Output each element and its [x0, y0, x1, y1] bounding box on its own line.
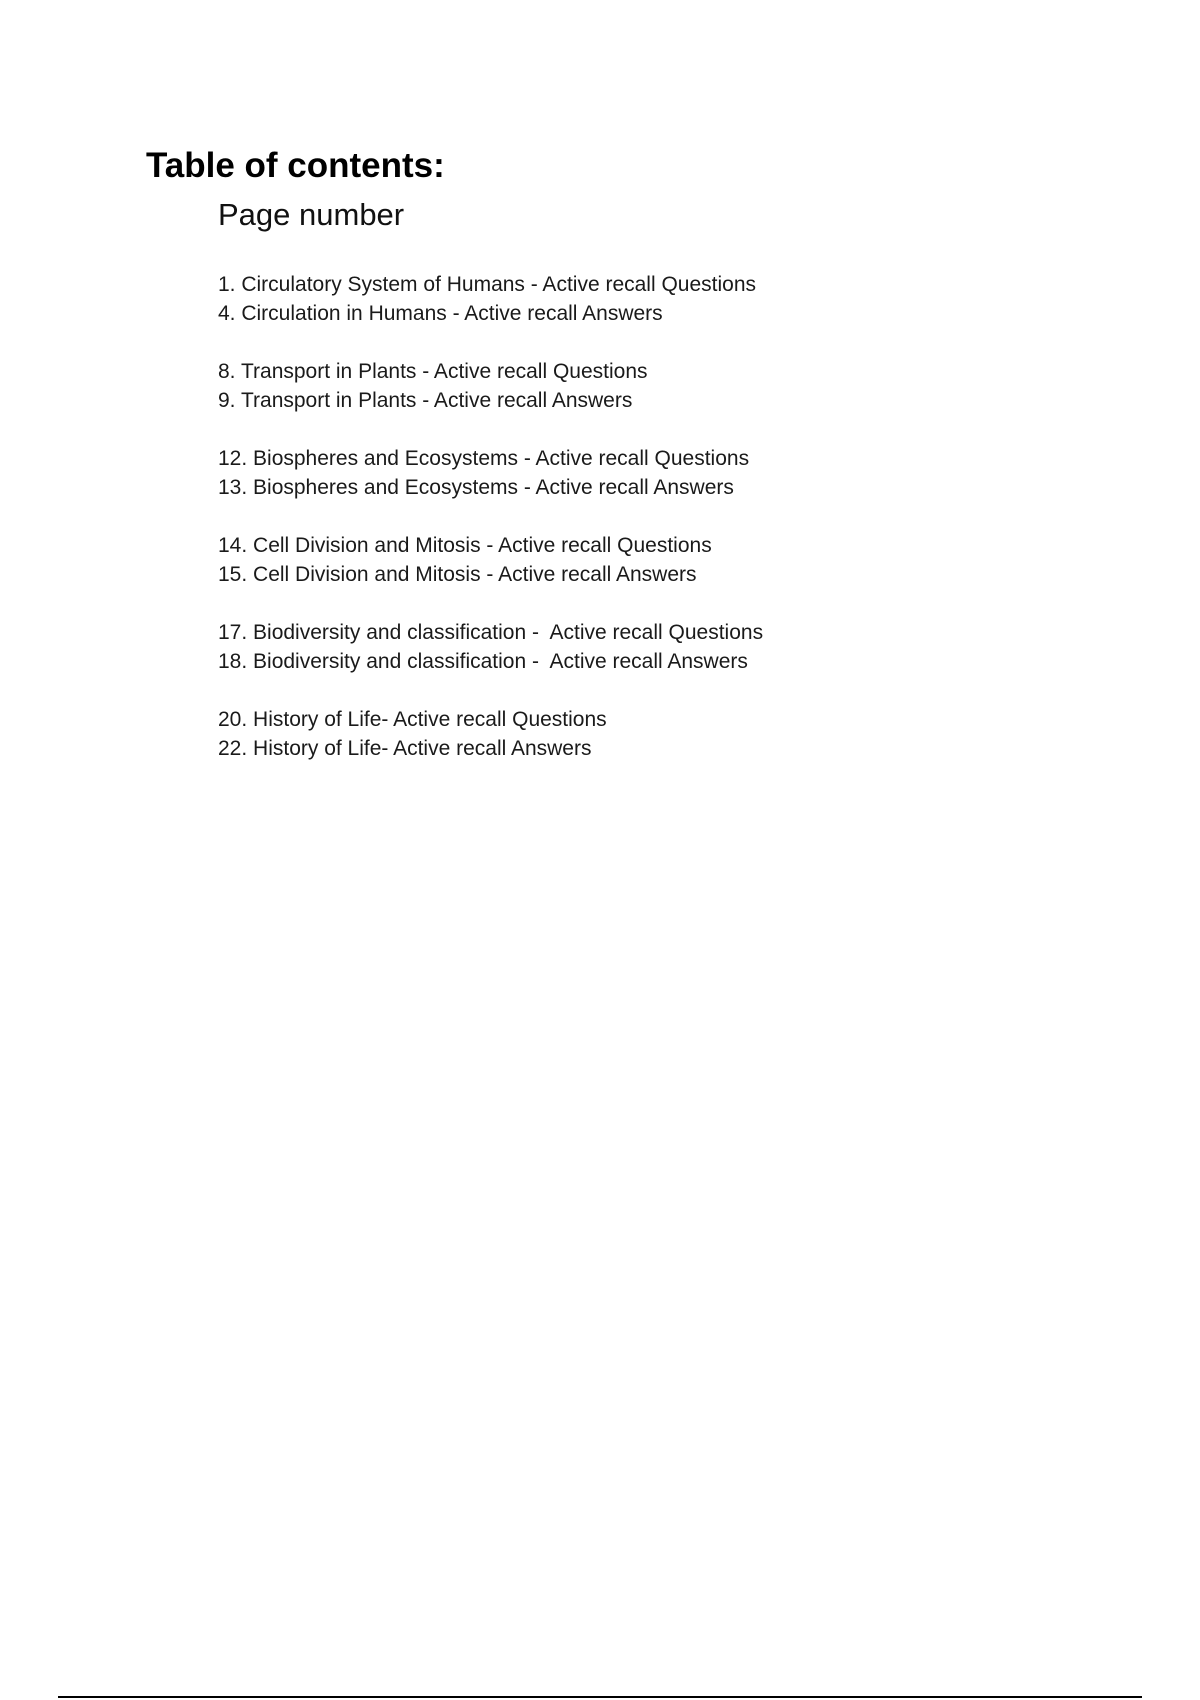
- toc-group-history-of-life: [218, 705, 763, 763]
- toc-entry: 1. Circulatory System of Humans - Active recall Questions: [218, 273, 757, 296]
- toc-entry: 18. Biodiversity and classification - Active recall Answers: [218, 650, 748, 673]
- toc-group-biodiversity: [218, 618, 763, 676]
- toc-entry: 14. Cell Division and Mitosis - Active recall Questions: [218, 534, 712, 557]
- toc-title: Table of contents:: [146, 146, 445, 185]
- toc-entry: 22. History of Life- Active recall Answers: [218, 737, 592, 760]
- toc-group-cell-division: [218, 531, 763, 589]
- toc-entry: 17. Biodiversity and classification - Active recall Questions: [218, 621, 764, 644]
- toc-entry: 15. Cell Division and Mitosis - Active recall Answers: [218, 563, 697, 586]
- footer-divider: [58, 1696, 1142, 1698]
- toc-entry: 8. Transport in Plants - Active recall Questions: [218, 360, 648, 383]
- toc-group-transport-in-plants: [218, 357, 763, 415]
- toc-entry: 13. Biospheres and Ecosystems - Active recall Answers: [218, 476, 734, 499]
- toc-entry: 20. History of Life- Active recall Questions: [218, 708, 607, 731]
- toc-entry: 12. Biospheres and Ecosystems - Active recall Questions: [218, 447, 750, 470]
- page-number-heading: Page number: [218, 197, 405, 232]
- toc-entry: 4. Circulation in Humans - Active recall Answers: [218, 302, 663, 325]
- toc-list: [218, 270, 763, 792]
- toc-group-biospheres: [218, 444, 763, 502]
- toc-group-circulatory: [218, 270, 763, 328]
- toc-entry: 9. Transport in Plants - Active recall Answers: [218, 389, 633, 412]
